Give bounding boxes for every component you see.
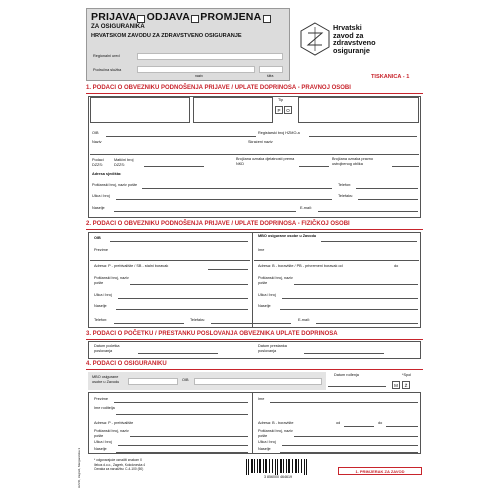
ulica-label: Ulica i broj xyxy=(92,194,110,198)
telefaks-label: Telefaks: xyxy=(338,194,353,198)
s4-spol-m-box[interactable]: M xyxy=(392,381,400,389)
prijava-label: PRIJAVA xyxy=(91,11,137,23)
s2-telefon-field[interactable] xyxy=(114,323,184,324)
s4-naselje-field[interactable] xyxy=(116,452,248,453)
naselje-field[interactable] xyxy=(114,211,296,212)
s4-prezime-label: Prezime xyxy=(94,397,108,401)
prijava-checkbox[interactable] xyxy=(137,15,145,23)
s4-datum-rodenja-label: Datum rođenja xyxy=(334,373,359,377)
s2-adresa-p-field[interactable] xyxy=(208,269,248,270)
nkd-label: Brojčana oznaka djelatnosti prema NKD xyxy=(236,157,295,166)
datum-prestanka-label: Datum prestanka poslovanja xyxy=(258,344,287,353)
barcode xyxy=(244,459,312,481)
hzzo-logo xyxy=(300,22,330,57)
s4-od-field[interactable] xyxy=(344,426,374,427)
s2-email-field[interactable] xyxy=(316,323,418,324)
sifra-caption: šifra xyxy=(267,74,274,78)
ustrojbeni-oblik-label: Brojčana oznaka pravno ustrojbenog oblika xyxy=(332,157,373,166)
s4-prezime-field[interactable] xyxy=(114,402,248,403)
s2-ime-label: Ime xyxy=(258,248,265,252)
regionalni-ured-field[interactable] xyxy=(137,53,283,60)
brand-name: Hrvatski zavod za zdravstveno osiguranje xyxy=(333,23,376,55)
promjena-label: PROMJENA xyxy=(200,11,262,23)
s4-oib-label: OIB xyxy=(182,378,189,382)
maticni-broj-field[interactable] xyxy=(144,166,204,167)
s2-naselje-b-field[interactable] xyxy=(280,309,418,310)
s2-email-label: E-mail: xyxy=(298,318,310,322)
promjena-checkbox[interactable] xyxy=(263,15,271,23)
s2-ime-field[interactable] xyxy=(254,260,419,261)
tiskanica-label: TISKANICA - 1 xyxy=(371,74,410,80)
s2-postanski-b-label: Poštanski broj, naziv pošte xyxy=(258,276,293,285)
s4-ulica-b-label: Ulica i broj xyxy=(258,440,276,444)
adresa-sjedista-label: Adresa sjedišta: xyxy=(92,172,122,176)
telefon-label: Telefon: xyxy=(338,183,352,187)
porezni-broj-field[interactable] xyxy=(298,97,419,123)
s2-telefaks-label: Telefaks: xyxy=(190,318,205,322)
s4-ulica-label: Ulica i broj xyxy=(94,440,112,444)
s2-ulica-label: Ulica i broj xyxy=(94,293,112,297)
s2-postanski-field[interactable] xyxy=(130,284,248,285)
za-osiguranika: ZA OSIGURANIKA xyxy=(91,23,145,30)
s2-ulica-b-label: Ulica i broj xyxy=(258,293,276,297)
s4-datum-rodenja-field[interactable] xyxy=(328,386,386,387)
s4-ime-roditelja-label: Ime roditelja xyxy=(94,406,115,410)
registarski-broj-field[interactable] xyxy=(309,136,417,137)
regionalni-ured-label: Regionalni ured xyxy=(93,54,120,58)
naziv-label: Naziv xyxy=(92,140,102,144)
s2-telefaks-field[interactable] xyxy=(211,323,291,324)
s2-mbo-field[interactable] xyxy=(321,241,417,242)
s4-mbo-field[interactable] xyxy=(128,378,178,385)
s2-do-label: do xyxy=(394,264,399,268)
tip-p-box[interactable]: P xyxy=(275,106,283,114)
s4-postanski-field[interactable] xyxy=(130,436,248,437)
naselje-label: Naselje xyxy=(92,206,105,210)
section3-box xyxy=(88,341,421,359)
s4-postanski-b-label: Poštanski broj, naziv pošte xyxy=(258,429,293,438)
s2-naselje-field[interactable] xyxy=(116,309,248,310)
s4-ime-field[interactable] xyxy=(270,402,418,403)
telefon-field[interactable] xyxy=(356,188,418,189)
s2-naselje-b-label: Naselje xyxy=(258,304,271,308)
form-page xyxy=(77,8,423,494)
s4-spol-z-box[interactable]: Ž xyxy=(402,381,410,389)
primjerak-badge: 1. PRIMJERAK ZA ZAVOD xyxy=(338,467,422,475)
postanski-label: Poštanski broj, naziv pošte xyxy=(92,183,138,187)
podrucna-sluzba-label: Područna služba xyxy=(93,68,122,72)
odjava-checkbox[interactable] xyxy=(191,15,199,23)
s2-prezime-label: Prezime xyxy=(94,248,108,252)
s2-postanski-b-field[interactable] xyxy=(294,284,418,285)
s4-ime-roditelja-field[interactable] xyxy=(116,414,248,415)
s2-ulica-field[interactable] xyxy=(118,298,248,299)
s2-prezime-field[interactable] xyxy=(90,260,250,261)
s4-postanski-label: Poštanski broj, naziv pošte xyxy=(94,429,129,438)
oib-field[interactable] xyxy=(106,136,256,137)
section1-rule xyxy=(86,93,423,94)
datum-pocetka-field[interactable] xyxy=(138,353,218,354)
barcode-number: 3 856000 464619 xyxy=(264,475,292,479)
hzzo-emblem-icon xyxy=(300,22,330,56)
section2-box xyxy=(88,232,421,328)
section3-title: 3. PODACI O POČETKU / PRESTANKU POSLOVANJA OBVEZNIKA UPLATE DOPRINOSA xyxy=(86,331,338,337)
barcode-icon xyxy=(244,459,312,475)
registarski-broj-label: Registarski broj HZMO-a xyxy=(258,131,300,135)
sifra-subjekta-field[interactable] xyxy=(193,97,273,123)
s2-postanski-label: Poštanski broj, naziv pošte xyxy=(94,276,129,285)
ustrojbeni-oblik-field[interactable] xyxy=(392,166,419,167)
podaci-dzzs-label: Podaci DZZS: xyxy=(92,158,104,167)
datum-pocetka-label: Datum početka poslovanja xyxy=(94,344,120,353)
s4-spol-label: *Spol xyxy=(402,373,412,377)
s2-naselje-label: Naselje xyxy=(94,304,107,308)
sifra-field[interactable] xyxy=(259,66,283,73)
footnote: * odgovarajuće označiti znakom X xyxy=(94,458,143,462)
telefaks-field[interactable] xyxy=(358,199,418,200)
s4-naselje-label: Naselje xyxy=(94,447,107,451)
s2-mbo-label: MBO osigurane osobe u Zavodu xyxy=(258,234,317,238)
section1-title: 1. PODACI O OBVEZNIKU PODNOŠENJA PRIJAVE / UPLATE DOPRINOSA - PRAVNOJ OSOBI xyxy=(86,85,351,91)
broj-obveze-field[interactable] xyxy=(90,97,190,123)
side-text: HZZO, Zagreb, Margaretska 3 xyxy=(77,447,81,488)
s4-mbo-label: MBO osigurane osobe u Zavodu xyxy=(92,375,120,384)
order-code: Oznaka za narudžbu: C-4-100 (50) xyxy=(94,467,144,471)
datum-prestanka-field[interactable] xyxy=(304,353,384,354)
ulica-field[interactable] xyxy=(116,199,332,200)
section4-rule xyxy=(86,369,423,370)
publisher: Ilekus d.o.o., Zagreb, Kolodvorska 4 xyxy=(94,463,146,467)
form-header xyxy=(86,8,290,81)
postanski-field[interactable] xyxy=(142,188,332,189)
section3-rule xyxy=(86,339,423,340)
s4-adresa-p-label: Adresa: P - prebivalište xyxy=(94,421,134,425)
s4-od-label: od xyxy=(336,421,341,425)
oib-label: OIB xyxy=(92,131,99,135)
nkd-field[interactable] xyxy=(299,166,329,167)
s2-oib-field[interactable] xyxy=(110,241,248,242)
s4-do-label: do xyxy=(378,421,383,425)
naziv-caption: naziv xyxy=(195,74,203,78)
s4-ime-label: Ime xyxy=(258,397,265,401)
s2-adresa-p-label: Adresa: P - prebivalište / SB - stalni boravak xyxy=(94,264,169,268)
tip-label: Tip xyxy=(278,98,284,102)
section4-title: 4. PODACI O OSIGURANIKU xyxy=(86,361,167,367)
s4-ulica-field[interactable] xyxy=(118,445,248,446)
section2-rule xyxy=(86,229,423,230)
s4-naselje-b-field[interactable] xyxy=(280,452,418,453)
naziv-field[interactable] xyxy=(90,154,419,155)
section4-divider xyxy=(252,392,253,454)
s4-naselje-b-label: Naselje xyxy=(258,447,271,451)
email-field[interactable] xyxy=(318,211,418,212)
section2-divider xyxy=(252,232,253,328)
maticni-broj-label: Matični broj DZZS: xyxy=(114,158,134,167)
podrucna-sluzba-field[interactable] xyxy=(137,66,255,73)
tip-o-box[interactable]: O xyxy=(284,106,292,114)
odjava-label: ODJAVA xyxy=(146,11,191,23)
s4-do-field[interactable] xyxy=(386,426,418,427)
email-label: E-mail: xyxy=(300,206,312,210)
s2-ulica-b-field[interactable] xyxy=(282,298,418,299)
s4-postanski-b-field[interactable] xyxy=(294,436,418,437)
s2-oib-label: OIB xyxy=(94,236,101,240)
s4-oib-field[interactable] xyxy=(194,378,322,385)
s4-adresa-b-label: Adresa: B - boravište xyxy=(258,421,294,425)
s4-ulica-b-field[interactable] xyxy=(282,445,418,446)
form-subtitle: HRVATSKOM ZAVODU ZA ZDRAVSTVENO OSIGURANJE xyxy=(91,33,242,39)
s2-adresa-b-label: Adresa: B - boravište / PB - privremeni boravak od xyxy=(258,264,343,268)
s2-telefon-label: Telefon: xyxy=(94,318,108,322)
skraceni-naziv-label: Skraćeni naziv xyxy=(248,140,273,144)
section2-title: 2. PODACI O OBVEZNIKU PODNOŠENJA PRIJAVE / UPLATE DOPRINOSA - FIZIČKOJ OSOBI xyxy=(86,221,350,227)
